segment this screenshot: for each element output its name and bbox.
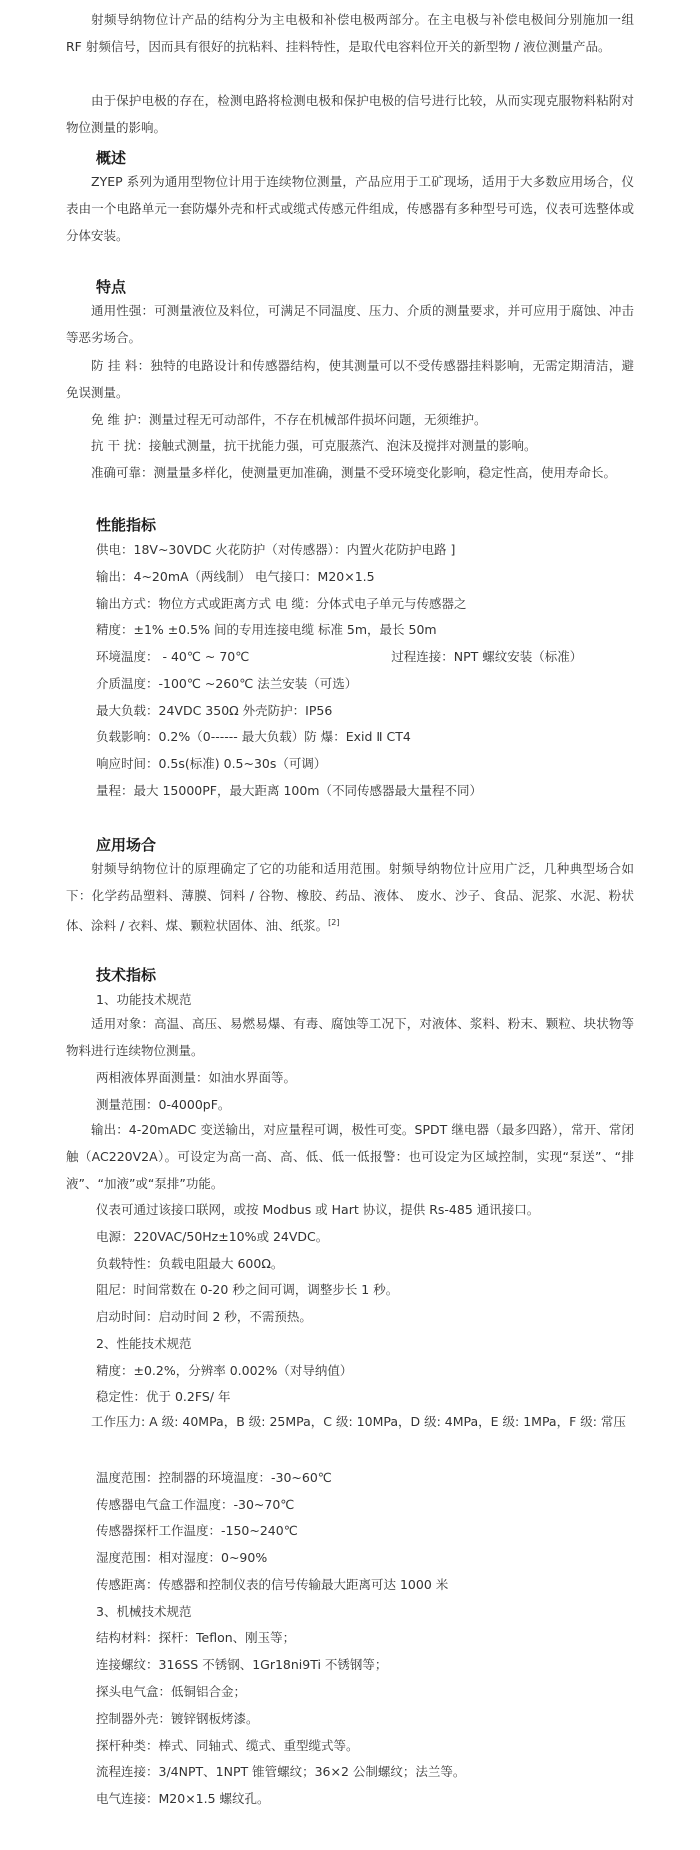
- technical-heading: 技术指标: [96, 966, 157, 984]
- feature-item: 防 挂 料：独特的电路设计和传感器结构，使其测量可以不受传感器挂料影响，无需定期清洁，避免误测量。: [66, 358, 634, 400]
- spec-line: 温度范围：控制器的环境温度：-30~60℃: [96, 1470, 332, 1485]
- spec-line: 控制器外壳：镀锌钢板烤漆。: [96, 1711, 259, 1726]
- performance-line: 最大负载：24VDC 350Ω 外壳防护：IP56: [96, 703, 333, 718]
- spec-line: 电源：220VAC/50Hz±10%或 24VDC。: [96, 1229, 329, 1244]
- intro-paragraph-2: 由于保护电极的存在，检测电路将检测电极和保护电极的信号进行比较，从而实现克服物料粘附对物位测量的影响。: [66, 93, 634, 135]
- spec-line: 探杆种类：棒式、同轴式、缆式、重型缆式等。: [96, 1738, 359, 1753]
- spec-line: 流程连接：3/4NPT、1NPT 锥管螺纹；36×2 公制螺纹；法兰等。: [96, 1764, 466, 1779]
- spec-line: 工作压力: A 级: 40MPa，B 级: 25MPa，C 级: 10MPa，D 级: 4MPa，E 级: 1MPa，F 级: 常压: [91, 1414, 626, 1429]
- performance-line: 量程：最大 15000PF，最大距离 100m（不同传感器最大量程不同）: [96, 783, 482, 798]
- process-connection: 过程连接：NPT 螺纹安装（标准）: [391, 649, 583, 664]
- section-label: 3、机械技术规范: [96, 1604, 192, 1619]
- spec-line: 连接螺纹：316SS 不锈钢、1Gr18ni9Ti 不锈钢等；: [96, 1657, 388, 1672]
- performance-line: [96, 647, 582, 667]
- section-label: 2、性能技术规范: [96, 1336, 192, 1351]
- ambient-temp: 环境温度： - 40℃ ~ 70℃: [96, 649, 250, 664]
- performance-line: 响应时间：0.5s(标准) 0.5~30s（可调）: [96, 756, 327, 771]
- section-label: 1、功能技术规范: [96, 992, 192, 1007]
- spec-line: 测量范围：0-4000pF。: [96, 1097, 231, 1112]
- performance-line: 精度：±1% ±0.5% 间的专用连接电缆 标准 5m，最长 50m: [96, 622, 437, 637]
- spec-line: 结构材料：探杆：Teflon、刚玉等；: [96, 1630, 296, 1645]
- feature-item: 免 维 护：测量过程无可动部件，不存在机械部件损坏问题，无须维护。: [91, 412, 487, 427]
- overview-text: ZYEP 系列为通用型物位计用于连续物位测量，产品应用于工矿现场，适用于大多数应用场合，仪表由一个电路单元一套防爆外壳和杆式或缆式传感元件组成，传感器有多种型号可选，仪表可选整体或分体安装。: [66, 174, 634, 243]
- application-heading: 应用场合: [96, 836, 157, 854]
- spec-line: 传感距离：传感器和控制仪表的信号传输最大距离可达 1000 米: [96, 1577, 449, 1592]
- spec-line: 阻尼：时间常数在 0-20 秒之间可调，调整步长 1 秒。: [96, 1282, 399, 1297]
- spec-line: 湿度范围：相对湿度：0~90%: [96, 1550, 268, 1565]
- spec-line: 精度：±0.2%，分辨率 0.002%（对导纳值）: [96, 1363, 353, 1378]
- spec-line: 输出：4-20mADC 变送输出，对应量程可调，极性可变。SPDT 继电器（最多四路），常开、常闭触（AC220V2A）。可设定为高一高、高、低、低一低报警：也可设定为区域控制，实现“泵送”、“排液”、“加液”或“泵排”功能。: [66, 1122, 634, 1191]
- feature-item: 抗 干 扰：接触式测量，抗干扰能力强，可克服蒸汽、泡沫及搅拌对测量的影响。: [91, 438, 537, 453]
- application-body: 射频导纳物位计的原理确定了它的功能和适用范围。射频导纳物位计应用广泛，几种典型场合如下：化学药品塑料、薄膜、饲料 / 谷物、橡胶、药品、液体、 废水、沙子、食品、泥浆、水泥、粉状体、涂料 / 衣料、煤、颗粒状固体、油、纸浆。: [66, 861, 634, 934]
- spec-line: 启动时间：启动时间 2 秒，不需预热。: [96, 1309, 312, 1324]
- reference-link[interactable]: [2]: [328, 918, 340, 927]
- performance-line: 输出：4~20mA（两线制） 电气接口：M20×1.5: [96, 569, 375, 584]
- spec-line: 仪表可通过该接口联网，或按 Modbus 或 Hart 协议，提供 Rs-485 通讯接口。: [96, 1202, 540, 1217]
- spec-line: 适用对象：高温、高压、易燃易爆、有毒、腐蚀等工况下，对液体、浆料、粉末、颗粒、块状物等物料进行连续物位测量。: [66, 1016, 634, 1058]
- performance-heading: 性能指标: [96, 516, 157, 534]
- performance-line: 输出方式：物位方式或距离方式 电 缆：分体式电子单元与传感器之: [96, 596, 467, 611]
- spec-line: 稳定性：优于 0.2FS/ 年: [96, 1389, 231, 1404]
- performance-line: 供电：18V~30VDC 火花防护（对传感器）：内置火花防护电路 ]: [96, 542, 456, 557]
- spec-line: 电气连接：M20×1.5 螺纹孔。: [96, 1791, 270, 1806]
- intro-paragraph-1: 射频导纳物位计产品的结构分为主电极和补偿电极两部分。在主电极与补偿电极间分别施加一组 RF 射频信号，因而具有很好的抗粘料、挂料特性，是取代电容料位开关的新型物 / 液位测量产品。: [66, 12, 634, 54]
- spec-line: 传感器电气盒工作温度：-30~70℃: [96, 1497, 295, 1512]
- performance-line: 介质温度：-100℃ ~260℃ 法兰安装（可选）: [96, 676, 358, 691]
- spec-line: 负载特性：负载电阻最大 600Ω。: [96, 1256, 284, 1271]
- feature-item: 准确可靠：测量量多样化，使测量更加准确，测量不受环境变化影响，稳定性高，使用寿命长。: [91, 465, 617, 480]
- spec-line: 探头电气盒：低铜铝合金；: [96, 1684, 247, 1699]
- application-text: [66, 855, 634, 939]
- features-heading: 特点: [96, 278, 127, 296]
- performance-line: 负载影响：0.2%（0------ 最大负载）防 爆：Exid Ⅱ CT4: [96, 729, 411, 744]
- spec-line: 两相液体界面测量：如油水界面等。: [96, 1070, 297, 1085]
- spec-line: 传感器探杆工作温度：-150~240℃: [96, 1523, 298, 1538]
- overview-heading: 概述: [96, 149, 127, 167]
- feature-item: 通用性强：可测量液位及料位，可满足不同温度、压力、介质的测量要求，并可应用于腐蚀、冲击等恶劣场合。: [66, 303, 634, 345]
